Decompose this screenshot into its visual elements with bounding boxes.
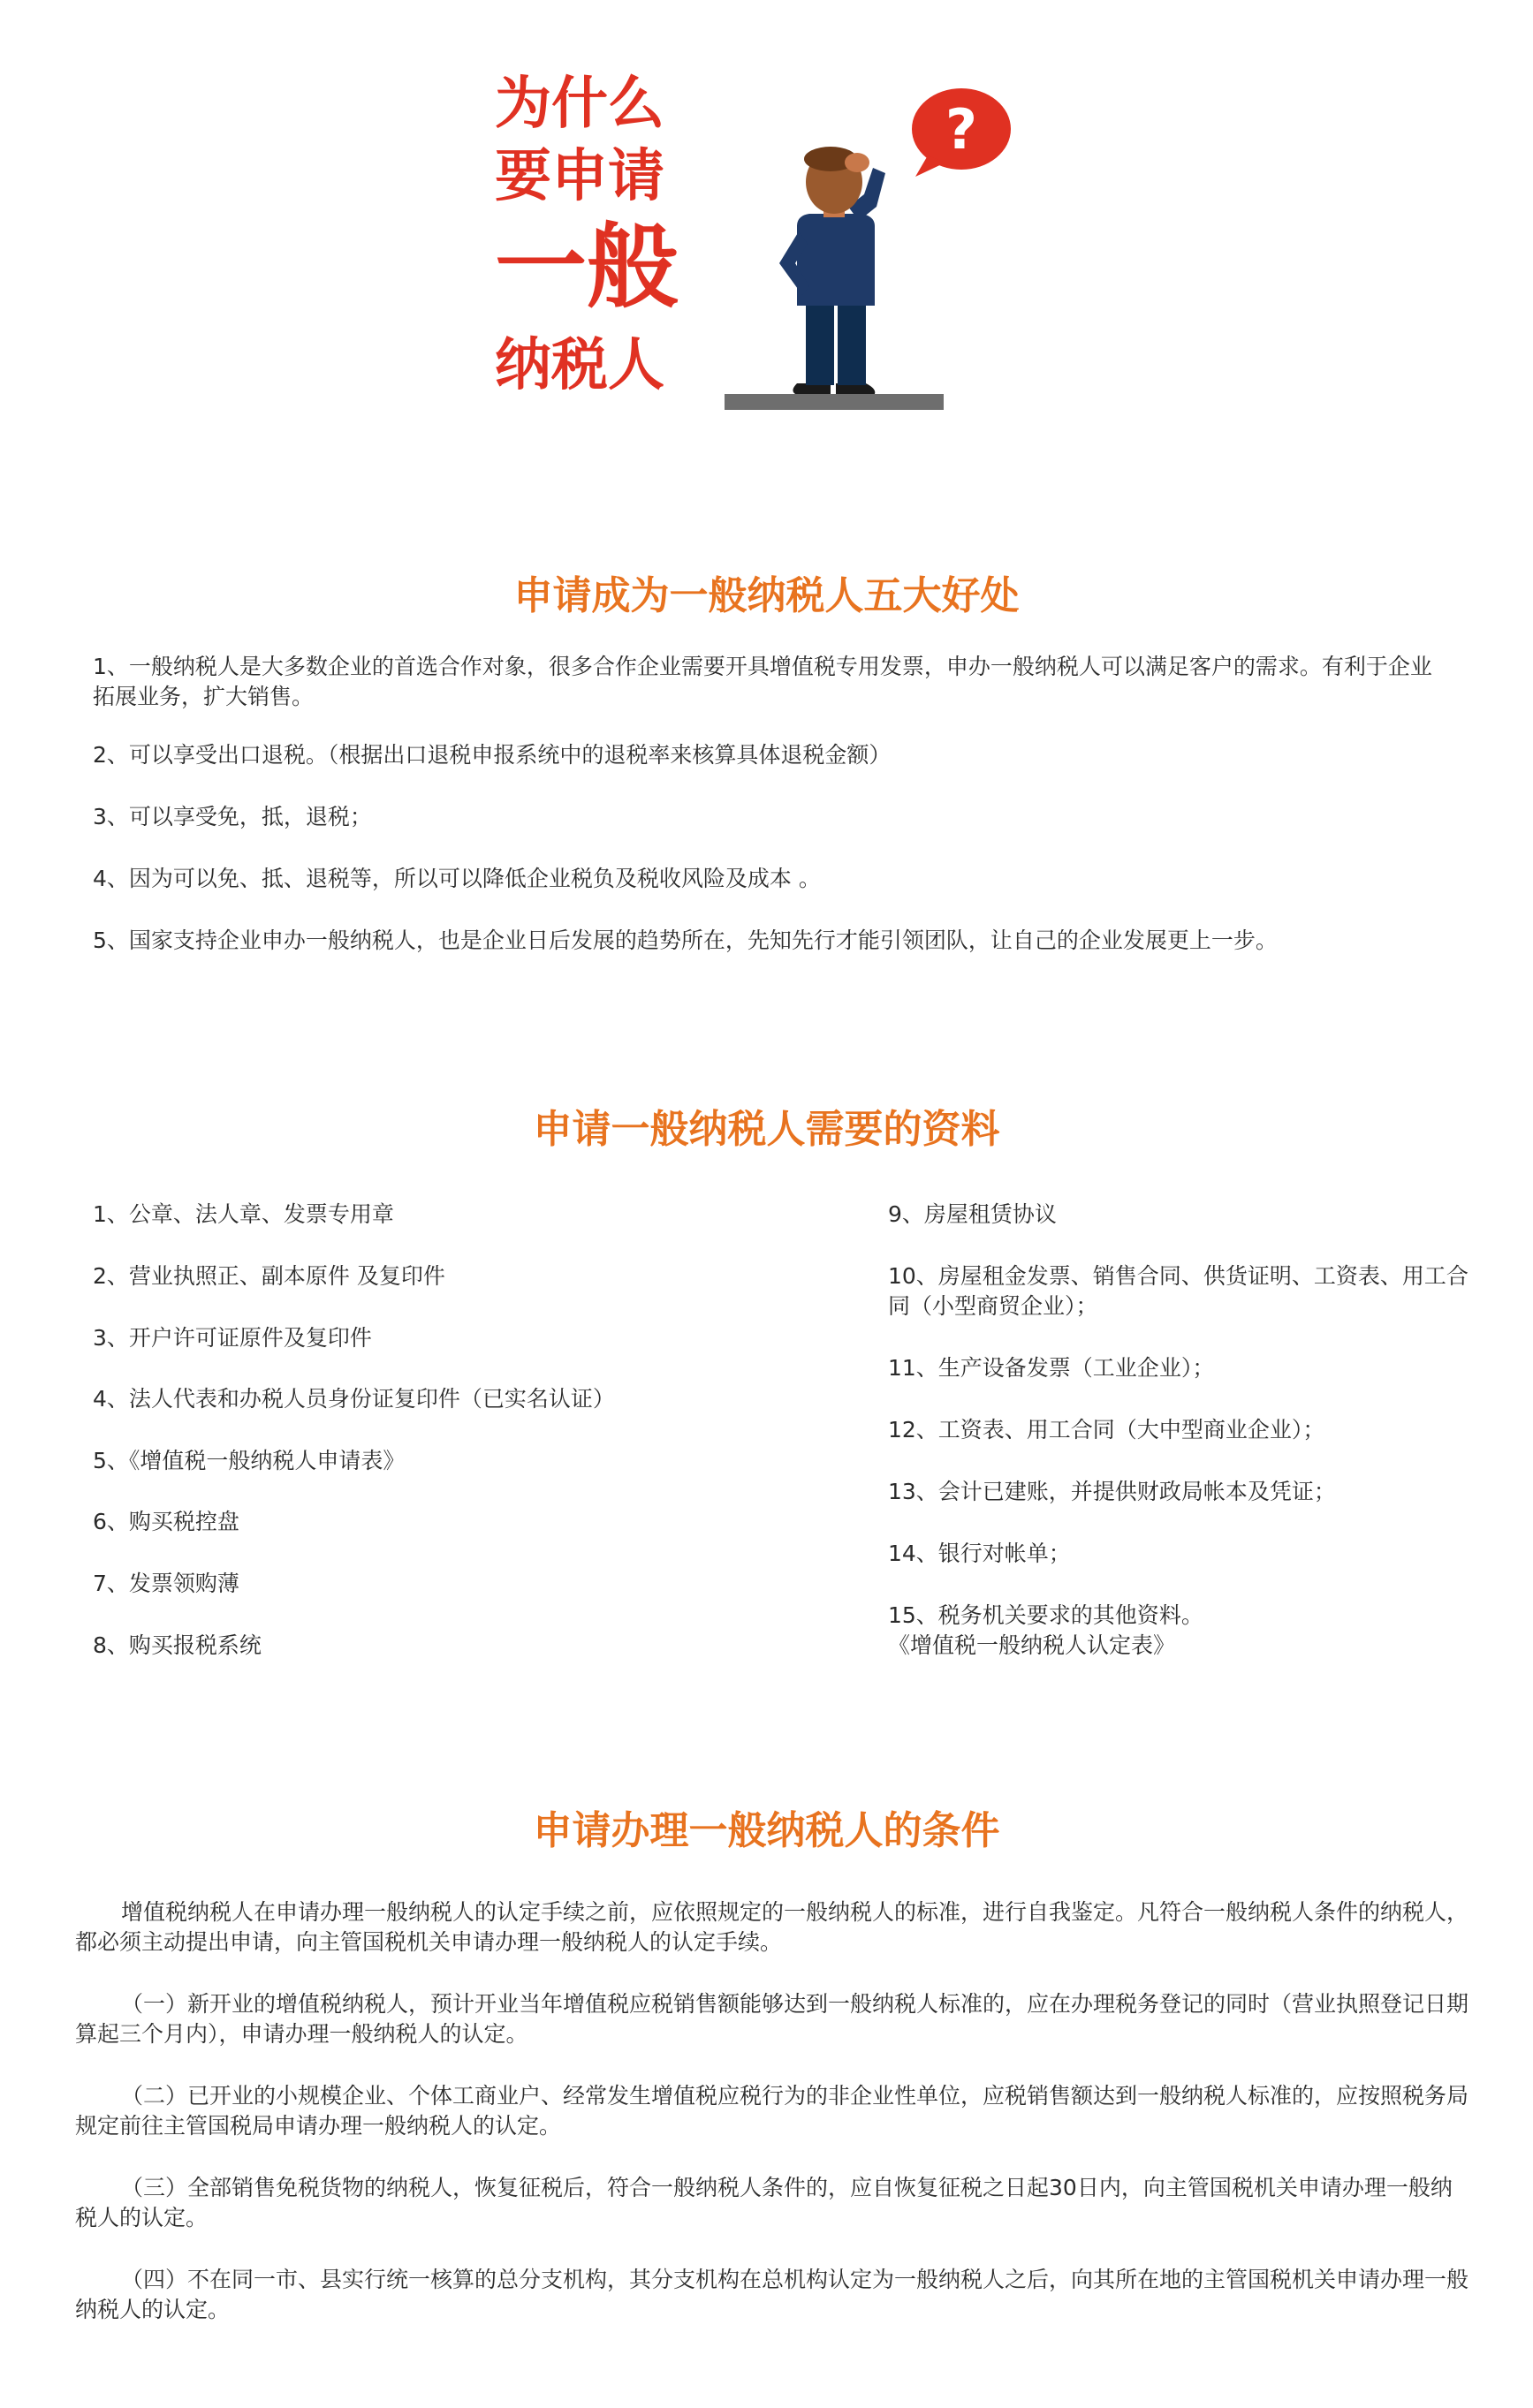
benefit-item-5: 5、国家支持企业申办一般纳税人，也是企业日后发展的趋势所在，先知先行才能引领团队，让自己的企业发展更上一步。 (93, 928, 1278, 953)
benefits-heading: 申请成为一般纳税人五大好处 (513, 573, 1020, 618)
torso (797, 214, 875, 306)
condition-item-4: （四）不在同一市、县实行统一核算的总分支机构，其分支机构在总机构认定为一般纳税人之后，向其所在地的主管国税机关申请办理一般纳税人的认定。 (75, 2267, 1469, 2322)
material-item-11: 11、生产设备发票（工业企业）； (888, 1355, 1215, 1381)
material-item-8: 8、购买报税系统 (93, 1632, 262, 1658)
materials-heading: 申请一般纳税人需要的资料 (533, 1107, 1000, 1152)
hero-title-line-4: 纳税人 (495, 333, 664, 398)
benefit-item-2: 2、可以享受出口退税。（根据出口退税申报系统中的退税率来核算具体退税金额） (93, 742, 892, 768)
material-item-10: 10、房屋租金发票、销售合同、供货证明、工资表、用工合同（小型商贸企业）； (888, 1263, 1468, 1319)
benefit-item-3: 3、可以享受免，抵，退税； (93, 804, 372, 829)
material-item-7: 7、发票领购薄 (93, 1571, 239, 1596)
hero-title-line-3: 一般 (495, 213, 679, 321)
benefit-item-1: 1、一般纳税人是大多数企业的首选合作对象，很多合作企业需要开具增值税专用发票，申办一般纳税人可以满足客户的需求。有利于企业拓展业务，扩大销售。 (93, 654, 1432, 709)
material-item-15: 15、税务机关要求的其他资料。 《增值税一般纳税人认定表》 (888, 1602, 1203, 1658)
hero-title (495, 72, 707, 398)
condition-item-2: （二）已开业的小规模企业、个体工商业户、经常发生增值税应税行为的非企业性单位，应税销售额达到一般纳税人标准的，应按照税务局规定前往主管国税局申请办理一般纳税人的认定。 (75, 2083, 1469, 2139)
hero-title-line-1: 为什么 (495, 72, 664, 137)
question-mark: ? (945, 97, 977, 162)
benefit-item-4: 4、因为可以免、抵、退税等，所以可以降低企业税负及税收风险及成本 。 (93, 866, 821, 891)
material-item-9: 9、房屋租赁协议 (888, 1201, 1057, 1227)
material-item-4: 4、法人代表和办税人员身份证复印件（已实名认证） (93, 1386, 615, 1412)
hand-on-head (845, 153, 869, 172)
material-item-12: 12、工资表、用工合同（大中型商业企业）； (888, 1417, 1325, 1443)
condition-intro: 增值税纳税人在申请办理一般纳税人的认定手续之前，应依照规定的一般纳税人的标准，进行自我鉴定。凡符合一般纳税人条件的纳税人，都必须主动提出申请，向主管国税机关申请办理一般纳税人的认定手续。 (75, 1899, 1469, 1955)
material-item-5: 5、《增值税一般纳税人申请表》 (93, 1448, 406, 1473)
material-item-6: 6、购买税控盘 (93, 1509, 239, 1534)
leg-right (838, 300, 866, 385)
material-item-1: 1、公章、法人章、发票专用章 (93, 1201, 394, 1227)
condition-item-1: （一）新开业的增值税纳税人，预计开业当年增值税应税销售额能够达到一般纳税人标准的，应在办理税务登记的同时（营业执照登记日期算起三个月内），申请办理一般纳税人的认定。 (75, 1991, 1469, 2047)
material-item-3: 3、开户许可证原件及复印件 (93, 1325, 372, 1351)
ground-bar (725, 394, 944, 410)
question-bubble-icon (912, 88, 1011, 177)
material-item-13: 13、会计已建账，并提供财政局帐本及凭证； (888, 1479, 1336, 1504)
hero-title-line-2: 要申请 (495, 144, 664, 209)
conditions-heading: 申请办理一般纳税人的条件 (533, 1808, 1000, 1853)
material-item-14: 14、银行对帐单； (888, 1541, 1071, 1566)
condition-item-3: （三）全部销售免税货物的纳税人，恢复征税后，符合一般纳税人条件的，应自恢复征税之日起30日内，向主管国税机关申请办理一般纳税人的认定。 (75, 2175, 1453, 2230)
thinking-person-illustration (707, 71, 1060, 424)
leg-left (806, 300, 834, 385)
material-item-2: 2、营业执照正、副本原件 及复印件 (93, 1263, 445, 1289)
